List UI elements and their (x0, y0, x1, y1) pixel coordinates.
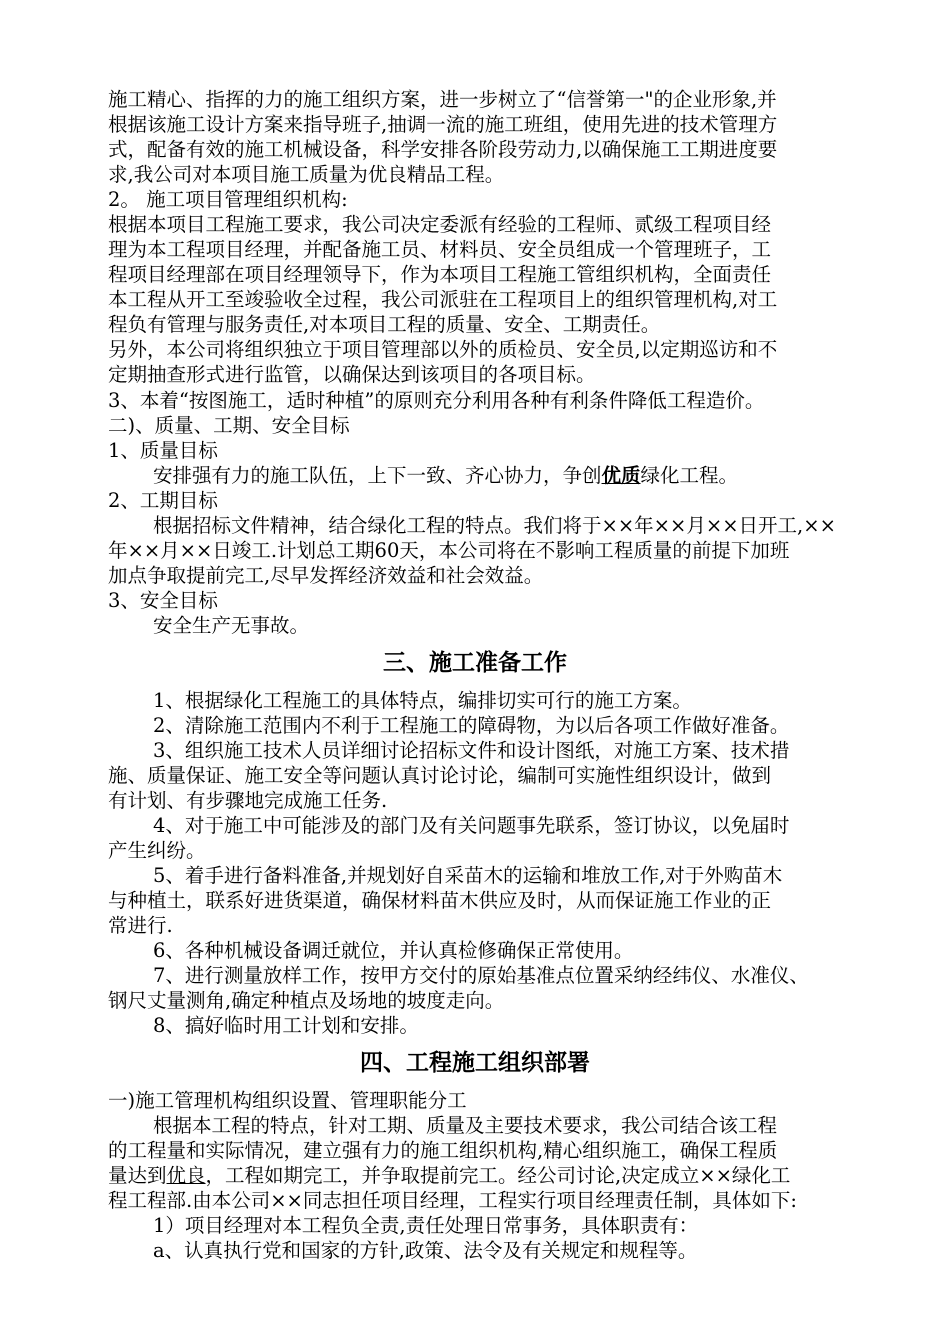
quality-goal-text-b: 绿化工程。 (640, 464, 739, 487)
org-setup-comma: ， (205, 1164, 226, 1187)
section-2-title: 二)、质量、工期、安全目标 (108, 414, 350, 437)
org-paragraph-line-3: 程项目经理部在项目经理领导下，作为本项目工程施工管组织机构，全面责任 (108, 263, 772, 286)
prep-item-3-line-1: 3、组织施工技术人员详细讨论招标文件和设计图纸，对施工方案、技术措 (153, 739, 790, 762)
org-setup-line-3-prefix: 量达到 (108, 1164, 167, 1187)
prep-item-5-line-2: 与种植土，联系好进货渠道，确保材料苗木供应及时，从而保证施工作业的正 (108, 889, 772, 912)
safety-goal-title: 3、安全目标 (108, 589, 218, 612)
prep-item-3-line-2: 施、质量保证、施工安全等问题认真讨论讨论，编制可实施性组织设计，做到 (108, 764, 772, 787)
org-paragraph-line-2: 理为本工程项目经理，并配备施工员、材料员、安全员组成一个管理班子，工 (108, 238, 772, 261)
org-setup-line-2: 的工程量和实际情况，建立强有力的施工组织机构,精心组织施工，确保工程质 (108, 1139, 778, 1162)
heading-construction-preparation: 三、施工准备工作 (383, 650, 567, 676)
org-setup-line-3-rest: 工程如期完工，并争取提前完工。经公司讨论,决定成立××绿化工 (225, 1164, 791, 1187)
prep-item-1: 1、根据绿化工程施工的具体特点，编排切实可行的施工方案。 (153, 689, 692, 712)
supervision-paragraph-line-2: 定期抽查形式进行监管，以确保达到该项目的各项目标。 (108, 363, 596, 386)
org-setup-line-3 (108, 1164, 898, 1189)
supervision-paragraph-line-1: 另外，本公司将组织独立于项目管理部以外的质检员、安全员,以定期巡访和不 (108, 338, 778, 361)
paragraph-intro-line-4: 求,我公司对本项目施工质量为优良精品工程。 (108, 163, 505, 186)
schedule-goal-line-1: 根据招标文件精神，结合绿化工程的特点。我们将于××年××月××日开工,×× (153, 514, 836, 537)
paragraph-intro-line-1: 施工精心、指挥的力的施工组织方案，进一步树立了“信誉第一"的企业形象,并 (108, 88, 777, 111)
prep-item-2: 2、清除施工范围内不利于工程施工的障碍物，为以后各项工作做好准备。 (153, 714, 790, 737)
quality-goal-text (153, 464, 943, 489)
quality-goal-text-a: 安排强有力的施工队伍，上下一致、齐心协力，争创 (153, 464, 602, 487)
item-3-text: 3、本着“按图施工，适时种植”的原则充分利用各种有利条件降低工程造价。 (108, 389, 765, 412)
manager-duty-intro: 1）项目经理对本工程负全责,责任处理日常事务，具体职责有： (153, 1214, 699, 1237)
prep-item-7-line-1: 7、进行测量放样工作，按甲方交付的原始基准点位置采纳经纬仪、水准仪、 (153, 964, 809, 987)
prep-item-3-line-3: 有计划、有步骤地完成施工任务. (108, 789, 388, 812)
schedule-goal-line-3: 加点争取提前完工,尽早发挥经济效益和社会效益。 (108, 564, 544, 587)
prep-item-8: 8、搞好临时用工计划和安排。 (153, 1014, 419, 1037)
prep-item-4-line-1: 4、对于施工中可能涉及的部门及有关问题事先联系，签订协议，以免届时 (153, 814, 790, 837)
org-paragraph-line-4: 本工程从开工至竣验收全过程，我公司派驻在工程项目上的组织管理机构,对工 (108, 288, 778, 311)
quality-goal-title: 1、质量目标 (108, 439, 218, 462)
schedule-goal-line-2: 年××月××日竣工.计划总工期60天，本公司将在不影响工程质量的前提下加班 (108, 539, 790, 562)
org-setup-underlined: 优良 (166, 1164, 206, 1187)
manager-duty-a: a、认真执行党和国家的方针,政策、法令及有关规定和规程等。 (153, 1239, 698, 1262)
org-setup-line-1: 根据本工程的特点，针对工期、质量及主要技术要求，我公司结合该工程 (153, 1114, 778, 1137)
paragraph-intro-line-3: 式，配备有效的施工机械设备，科学安排各阶段劳动力,以确保施工工期进度要 (108, 138, 778, 161)
org-setup-line-4: 程工程部.由本公司××同志担任项目经理，工程实行项目经理责任制，具体如下: (108, 1189, 797, 1212)
org-setup-title: 一)施工管理机构组织设置、管理职能分工 (108, 1089, 467, 1112)
prep-item-4-line-2: 产生纠纷。 (108, 839, 206, 862)
org-paragraph-line-5: 程负有管理与服务责任,对本项目工程的质量、安全、工期责任。 (108, 313, 661, 336)
schedule-goal-title: 2、工期目标 (108, 489, 218, 512)
org-paragraph-line-1: 根据本项目工程施工要求，我公司决定委派有经验的工程师、贰级工程项目经 (108, 213, 772, 236)
prep-item-7-line-2: 钢尺丈量测角,确定种植点及场地的坡度走向。 (108, 989, 505, 1012)
quality-goal-underlined: 优质 (601, 464, 641, 487)
heading-organization-deployment: 四、工程施工组织部署 (360, 1050, 590, 1076)
safety-goal-text: 安全生产无事故。 (153, 614, 310, 637)
paragraph-intro-line-2: 根据该施工设计方案来指导班子,抽调一流的施工班组，使用先进的技术管理方 (108, 113, 778, 136)
prep-item-5-line-3: 常进行. (108, 914, 173, 937)
prep-item-5-line-1: 5、着手进行备料准备,并规划好自采苗木的运输和堆放工作,对于外购苗木 (153, 864, 783, 887)
prep-item-6: 6、各种机械设备调迁就位，并认真检修确保正常使用。 (153, 939, 634, 962)
item-2-title: 2。 施工项目管理组织机构: (108, 188, 348, 211)
